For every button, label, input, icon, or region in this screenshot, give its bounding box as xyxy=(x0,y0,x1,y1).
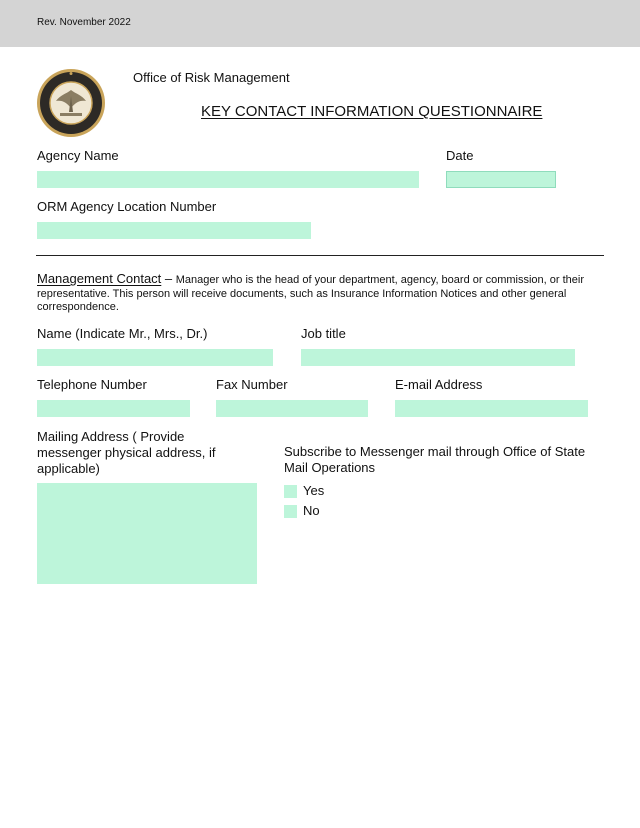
office-name: Office of Risk Management xyxy=(133,70,290,85)
management-contact-title: Management Contact xyxy=(37,271,162,286)
title-dash: – xyxy=(161,271,176,286)
location-number-input[interactable] xyxy=(37,222,311,239)
subscribe-yes-checkbox[interactable] xyxy=(284,485,297,498)
louisiana-seal-icon xyxy=(36,68,106,138)
form-title: KEY CONTACT INFORMATION QUESTIONNAIRE xyxy=(201,103,543,120)
job-title-input[interactable] xyxy=(301,349,575,366)
telephone-input[interactable] xyxy=(37,400,190,417)
mailing-address-input[interactable] xyxy=(37,483,257,584)
email-input[interactable] xyxy=(395,400,588,417)
job-title-label: Job title xyxy=(301,326,346,341)
fax-input[interactable] xyxy=(216,400,368,417)
agency-name-label: Agency Name xyxy=(37,148,119,163)
location-number-label: ORM Agency Location Number xyxy=(37,199,217,214)
email-label: E-mail Address xyxy=(395,377,483,392)
contact-name-label: Name (Indicate Mr., Mrs., Dr.) xyxy=(37,326,208,341)
mailing-address-label: Mailing Address ( Provide messenger physical address, if applicable) xyxy=(37,429,216,476)
fax-label: Fax Number xyxy=(216,377,288,392)
subscribe-no-checkbox[interactable] xyxy=(284,505,297,518)
contact-name-input[interactable] xyxy=(37,349,273,366)
agency-name-input[interactable] xyxy=(37,171,419,188)
management-contact-intro xyxy=(37,272,597,315)
telephone-label: Telephone Number xyxy=(37,377,147,392)
management-contact-description: Manager who is the head of your department, agency, board or commission, or their representative. This person will receive documents, such as Insurance Information Notices and other general correspondence. xyxy=(37,274,584,313)
date-label: Date xyxy=(446,148,474,163)
section-divider xyxy=(36,255,604,256)
subscribe-no-label: No xyxy=(303,503,320,518)
subscribe-label: Subscribe to Messenger mail through Office of State Mail Operations xyxy=(284,444,586,475)
revision-date: Rev. November 2022 xyxy=(37,17,131,28)
subscribe-yes-label: Yes xyxy=(303,483,325,498)
date-input[interactable] xyxy=(446,171,556,188)
